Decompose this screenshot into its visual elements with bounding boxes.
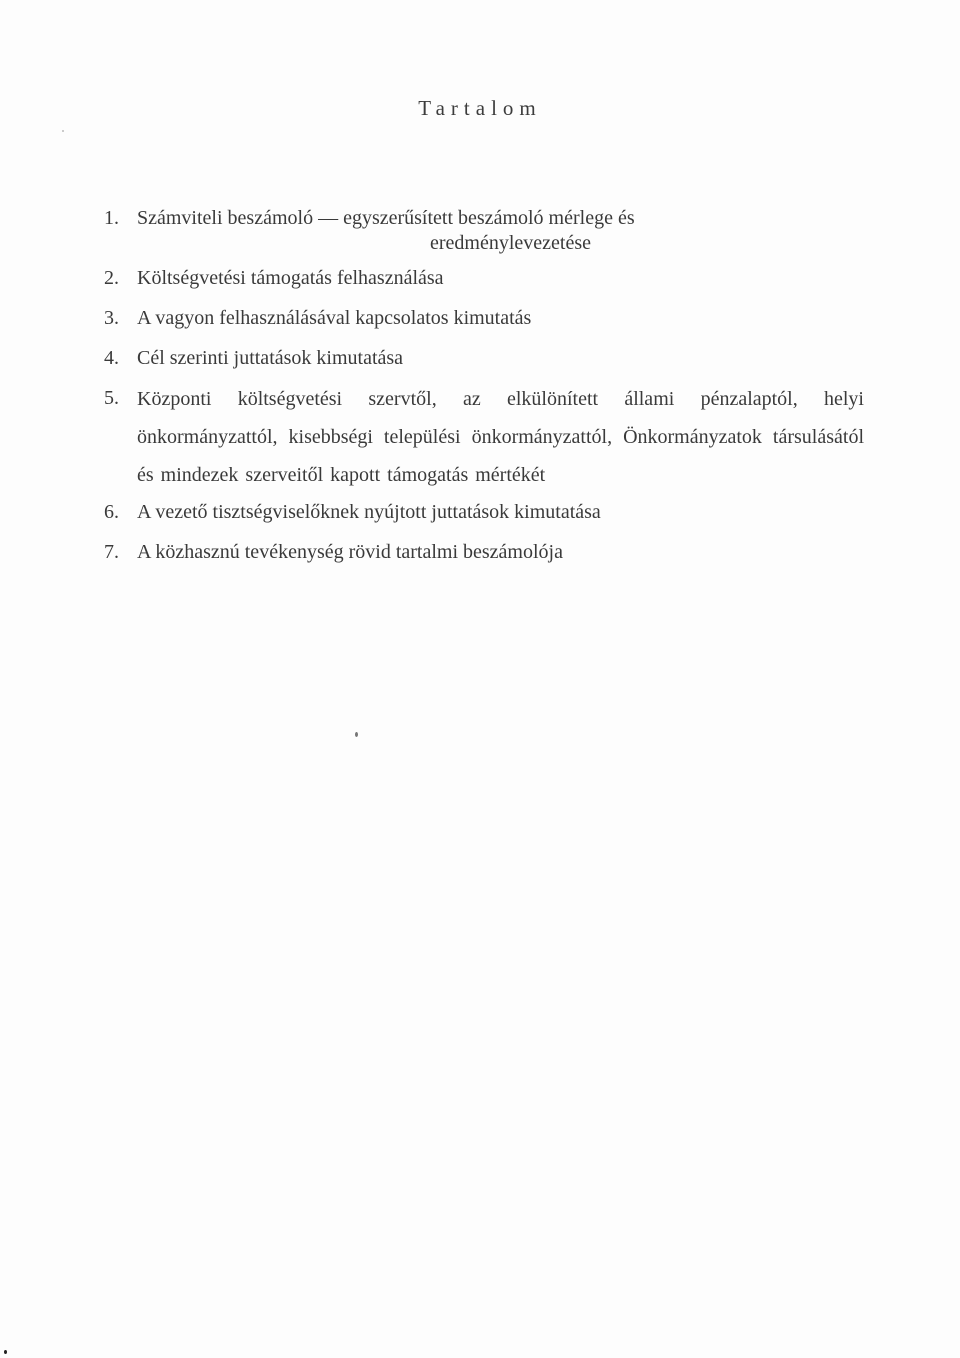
table-of-contents [104, 200, 864, 570]
toc-item-number: 4. [104, 347, 119, 369]
scan-speck [355, 732, 358, 737]
scan-speck [4, 1350, 7, 1354]
toc-item-7 [104, 534, 864, 570]
toc-item-number: 5. [104, 387, 119, 409]
toc-item-text: A közhasznú tevékenység rövid tartalmi beszámolója [137, 541, 563, 563]
toc-item-2 [104, 260, 864, 296]
toc-item-continuation: eredménylevezetése [430, 232, 592, 254]
toc-item-4 [104, 340, 864, 376]
page-title: Tartalom [418, 96, 542, 120]
toc-item-3 [104, 300, 864, 336]
toc-item-6 [104, 494, 864, 530]
toc-item-number: 2. [104, 267, 119, 289]
scan-speck [62, 130, 64, 132]
toc-item-text: Számviteli beszámoló — egyszerűsített beszámoló mérlege és [137, 207, 635, 229]
toc-item-text: Központi költségvetési szervtől, az elkülönített állami pénzalaptól, helyi önkormányzattól, kisebbségi települési önkormányzattól, Önkormányzatok társulásától és mindezek szerveitől kapott támogatás mértékét [137, 388, 864, 486]
toc-item-number: 1. [104, 207, 119, 229]
toc-item-number: 3. [104, 307, 119, 329]
toc-item-5 [104, 380, 864, 494]
toc-item-number: 7. [104, 541, 119, 563]
toc-item-text: A vagyon felhasználásával kapcsolatos kimutatás [137, 307, 532, 329]
toc-item-number: 6. [104, 501, 119, 523]
toc-item-text: A vezető tisztségviselőknek nyújtott juttatások kimutatása [137, 501, 601, 523]
toc-item-text: Költségvetési támogatás felhasználása [137, 267, 444, 289]
toc-item-text: Cél szerinti juttatások kimutatása [137, 347, 404, 369]
toc-item-1 [104, 200, 864, 256]
